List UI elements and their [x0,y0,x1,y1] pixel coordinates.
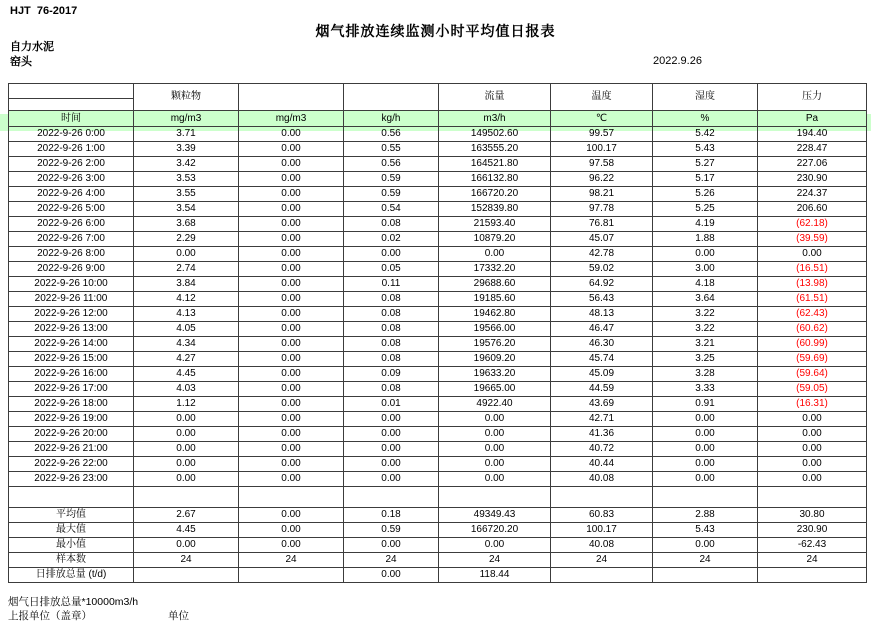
value-cell: 3.53 [134,172,239,187]
value-cell: 3.68 [134,217,239,232]
value-cell: (16.51) [758,262,867,277]
value-cell: 4.45 [134,367,239,382]
time-cell: 2022-9-26 8:00 [9,247,134,262]
value-cell: 0.08 [344,322,439,337]
value-cell: 0.00 [239,337,344,352]
value-cell: 0.00 [653,442,758,457]
value-cell: 2.29 [134,232,239,247]
value-cell: 0.05 [344,262,439,277]
summary-row [9,568,867,583]
standard-code: HJT 76-2017 [10,5,78,17]
value-cell: 44.59 [551,382,653,397]
value-cell: 46.30 [551,337,653,352]
value-cell: 230.90 [758,172,867,187]
value-cell: 163555.20 [439,142,551,157]
value-cell: 0.00 [239,367,344,382]
value-cell: 0.59 [344,172,439,187]
value-cell: 149502.60 [439,127,551,142]
value-cell: 0.00 [239,262,344,277]
value-cell: 4.05 [134,322,239,337]
value-cell: 0.00 [239,442,344,457]
summary-value-cell: 0.00 [344,568,439,583]
summary-value-cell: 49349.43 [439,508,551,523]
value-cell: 64.92 [551,277,653,292]
value-cell: 224.37 [758,187,867,202]
group-header-row [9,84,867,99]
time-cell: 2022-9-26 6:00 [9,217,134,232]
value-cell: 194.40 [758,127,867,142]
summary-value-cell: 0.00 [653,538,758,553]
value-cell: (59.69) [758,352,867,367]
hour-data-row [9,367,867,382]
value-cell: 5.26 [653,187,758,202]
hour-data-row [9,262,867,277]
value-cell: 0.08 [344,292,439,307]
value-cell: 3.55 [134,187,239,202]
summary-row [9,538,867,553]
value-cell: 0.00 [239,157,344,172]
value-cell: 3.22 [653,307,758,322]
value-cell: 0.00 [239,322,344,337]
value-cell: 0.00 [344,247,439,262]
value-cell: 0.00 [439,427,551,442]
summary-value-cell: 2.88 [653,508,758,523]
header-humidity-cell: 湿度 [653,84,758,111]
value-cell: 0.00 [439,457,551,472]
unit-cell: ℃ [551,111,653,127]
hour-data-row [9,307,867,322]
value-cell: 0.00 [239,472,344,487]
value-cell: 0.00 [344,427,439,442]
spacer-row [9,487,867,508]
value-cell: 43.69 [551,397,653,412]
hour-data-row [9,232,867,247]
value-cell: 96.22 [551,172,653,187]
value-cell: 0.00 [653,412,758,427]
hour-data-row [9,397,867,412]
value-cell: 0.00 [344,412,439,427]
value-cell: 0.00 [239,202,344,217]
summary-value-cell: 0.00 [239,538,344,553]
value-cell: 0.11 [344,277,439,292]
value-cell: 0.01 [344,397,439,412]
hour-data-row [9,217,867,232]
value-cell: (60.62) [758,322,867,337]
value-cell: 3.54 [134,202,239,217]
value-cell: 0.00 [239,427,344,442]
value-cell: 0.00 [653,427,758,442]
value-cell: 0.00 [439,247,551,262]
time-cell: 2022-9-26 4:00 [9,187,134,202]
value-cell: 0.00 [134,457,239,472]
value-cell: 0.00 [653,457,758,472]
value-cell: 0.00 [239,247,344,262]
value-cell: 42.78 [551,247,653,262]
unit-cell: Pa [758,111,867,127]
value-cell: 40.72 [551,442,653,457]
value-cell: 0.56 [344,127,439,142]
value-cell: 4.18 [653,277,758,292]
hour-data-row [9,457,867,472]
summary-value-cell: 100.17 [551,523,653,538]
time-cell: 2022-9-26 19:00 [9,412,134,427]
time-cell: 2022-9-26 15:00 [9,352,134,367]
value-cell: 5.27 [653,157,758,172]
value-cell: 3.21 [653,337,758,352]
value-cell: 19566.00 [439,322,551,337]
value-cell: (60.99) [758,337,867,352]
summary-row [9,553,867,568]
value-cell: 5.25 [653,202,758,217]
value-cell: 98.21 [551,187,653,202]
value-cell: 0.54 [344,202,439,217]
value-cell: 3.39 [134,142,239,157]
summary-value-cell: 30.80 [758,508,867,523]
unit-cell: kg/h [344,111,439,127]
value-cell: 4.34 [134,337,239,352]
value-cell: 0.56 [344,157,439,172]
hour-data-row [9,127,867,142]
report-date: 2022.9.26 [653,55,702,67]
value-cell: 4.19 [653,217,758,232]
unit-header-row [9,111,867,127]
value-cell: 41.36 [551,427,653,442]
time-cell: 2022-9-26 3:00 [9,172,134,187]
value-cell: 46.47 [551,322,653,337]
value-cell: 0.00 [134,247,239,262]
value-cell: 0.08 [344,382,439,397]
value-cell: 4.27 [134,352,239,367]
value-cell: 4.13 [134,307,239,322]
value-cell: 164521.80 [439,157,551,172]
summary-value-cell [134,568,239,583]
hour-data-row [9,157,867,172]
value-cell: 0.00 [439,472,551,487]
value-cell: 76.81 [551,217,653,232]
summary-label-cell: 平均值 [9,508,134,523]
value-cell: 3.00 [653,262,758,277]
summary-value-cell: 0.18 [344,508,439,523]
value-cell: 0.00 [239,142,344,157]
hourly-average-table [8,83,867,583]
value-cell: 0.00 [758,472,867,487]
summary-value-cell: 4.45 [134,523,239,538]
summary-value-cell: 230.90 [758,523,867,538]
header-blank-lower-cell [9,99,134,111]
value-cell: 0.00 [758,247,867,262]
header-temperature-cell: 温度 [551,84,653,111]
value-cell: 0.00 [239,232,344,247]
value-cell: 4922.40 [439,397,551,412]
hour-data-row [9,412,867,427]
value-cell: 19665.00 [439,382,551,397]
reporting-unit-label: 上报单位（盖章） [8,610,92,622]
header-blank-col4-cell [344,84,439,111]
report-title: 烟气排放连续监测小时平均值日报表 [315,23,556,39]
value-cell: 0.59 [344,187,439,202]
header-particulate-cell: 颗粒物 [134,84,239,111]
value-cell: (16.31) [758,397,867,412]
value-cell: 40.08 [551,472,653,487]
summary-label-cell: 日排放总量 (t/d) [9,568,134,583]
value-cell: (13.98) [758,277,867,292]
value-cell: 5.17 [653,172,758,187]
time-cell: 2022-9-26 22:00 [9,457,134,472]
value-cell: 99.57 [551,127,653,142]
hour-data-row [9,472,867,487]
value-cell: 0.00 [239,292,344,307]
summary-value-cell [551,568,653,583]
value-cell: 0.00 [653,247,758,262]
time-cell: 2022-9-26 21:00 [9,442,134,457]
header-blank-upper-cell [9,84,134,99]
time-cell: 2022-9-26 2:00 [9,157,134,172]
company-name: 自力水泥 [10,41,54,53]
value-cell: 206.60 [758,202,867,217]
time-cell: 2022-9-26 10:00 [9,277,134,292]
value-cell: 3.42 [134,157,239,172]
value-cell: 0.00 [134,472,239,487]
time-cell: 2022-9-26 17:00 [9,382,134,397]
value-cell: 0.08 [344,307,439,322]
value-cell: 0.00 [239,457,344,472]
value-cell: 2.74 [134,262,239,277]
time-cell: 2022-9-26 11:00 [9,292,134,307]
value-cell: 0.00 [439,442,551,457]
monitor-station-name: 窑头 [10,56,32,68]
unit-cell: mg/m3 [239,111,344,127]
time-cell: 2022-9-26 23:00 [9,472,134,487]
value-cell: (59.64) [758,367,867,382]
time-cell: 2022-9-26 12:00 [9,307,134,322]
time-cell: 2022-9-26 1:00 [9,142,134,157]
value-cell: 45.74 [551,352,653,367]
value-cell: 227.06 [758,157,867,172]
summary-value-cell: 0.00 [134,538,239,553]
unit-label: 单位 [168,610,189,622]
value-cell: 21593.40 [439,217,551,232]
time-cell: 2022-9-26 13:00 [9,322,134,337]
unit-cell: % [653,111,758,127]
summary-value-cell: 24 [239,553,344,568]
summary-label-cell: 样本数 [9,553,134,568]
summary-value-cell: 0.00 [439,538,551,553]
value-cell: 0.55 [344,142,439,157]
summary-value-cell [239,568,344,583]
value-cell: 0.08 [344,337,439,352]
hour-data-row [9,187,867,202]
value-cell: 56.43 [551,292,653,307]
hour-data-row [9,352,867,367]
value-cell: 0.08 [344,217,439,232]
value-cell: 3.28 [653,367,758,382]
time-cell: 2022-9-26 5:00 [9,202,134,217]
value-cell: 45.09 [551,367,653,382]
value-cell: 19633.20 [439,367,551,382]
value-cell: 0.00 [134,427,239,442]
summary-value-cell: 40.08 [551,538,653,553]
hour-data-row [9,337,867,352]
value-cell: 0.08 [344,352,439,367]
value-cell: 228.47 [758,142,867,157]
time-cell: 2022-9-26 0:00 [9,127,134,142]
value-cell: 17332.20 [439,262,551,277]
time-cell: 2022-9-26 18:00 [9,397,134,412]
value-cell: 0.00 [758,427,867,442]
hour-data-row [9,442,867,457]
value-cell: 0.00 [439,412,551,427]
time-cell: 2022-9-26 9:00 [9,262,134,277]
value-cell: 3.25 [653,352,758,367]
summary-label-cell: 最小值 [9,538,134,553]
value-cell: 0.00 [239,352,344,367]
value-cell: 97.78 [551,202,653,217]
value-cell: 0.00 [134,442,239,457]
value-cell: 19609.20 [439,352,551,367]
summary-value-cell: 24 [653,553,758,568]
value-cell: 5.42 [653,127,758,142]
value-cell: 0.00 [239,307,344,322]
summary-value-cell: 24 [758,553,867,568]
value-cell: 0.00 [239,277,344,292]
value-cell: (39.59) [758,232,867,247]
value-cell: (62.43) [758,307,867,322]
value-cell: 0.00 [758,412,867,427]
header-flow-cell: 流量 [439,84,551,111]
value-cell: 0.00 [344,457,439,472]
value-cell: 48.13 [551,307,653,322]
value-cell: 100.17 [551,142,653,157]
summary-row [9,523,867,538]
value-cell: 5.43 [653,142,758,157]
hour-data-row [9,142,867,157]
value-cell: 0.00 [239,382,344,397]
summary-value-cell: 24 [344,553,439,568]
hour-data-row [9,427,867,442]
summary-value-cell: 0.00 [239,508,344,523]
value-cell: 0.00 [239,217,344,232]
value-cell: 3.33 [653,382,758,397]
time-cell: 2022-9-26 14:00 [9,337,134,352]
value-cell: 0.09 [344,367,439,382]
summary-value-cell: 0.00 [239,523,344,538]
time-header-cell: 时间 [9,111,134,127]
time-cell: 2022-9-26 20:00 [9,427,134,442]
value-cell: 0.00 [344,472,439,487]
value-cell: 10879.20 [439,232,551,247]
summary-value-cell: -62.43 [758,538,867,553]
value-cell: 42.71 [551,412,653,427]
hour-data-row [9,292,867,307]
header-blank-col3-cell [239,84,344,111]
value-cell: 0.00 [653,472,758,487]
hour-data-row [9,247,867,262]
unit-cell: mg/m3 [134,111,239,127]
value-cell: 3.71 [134,127,239,142]
summary-label-cell: 最大值 [9,523,134,538]
value-cell: 166132.80 [439,172,551,187]
value-cell: (61.51) [758,292,867,307]
value-cell: 40.44 [551,457,653,472]
value-cell: 3.84 [134,277,239,292]
value-cell: 19576.20 [439,337,551,352]
value-cell: 152839.80 [439,202,551,217]
hour-data-row [9,322,867,337]
value-cell: 0.00 [239,172,344,187]
summary-value-cell: 5.43 [653,523,758,538]
hour-data-row [9,202,867,217]
summary-row [9,508,867,523]
value-cell: (62.18) [758,217,867,232]
flow-total-note: 烟气日排放总量*10000m3/h [8,596,139,608]
summary-value-cell: 24 [134,553,239,568]
hour-data-row [9,172,867,187]
value-cell: 4.12 [134,292,239,307]
value-cell: 3.22 [653,322,758,337]
value-cell: 0.00 [134,412,239,427]
value-cell: 0.00 [239,187,344,202]
value-cell: 0.00 [239,412,344,427]
value-cell: 97.58 [551,157,653,172]
value-cell: 45.07 [551,232,653,247]
summary-value-cell: 118.44 [439,568,551,583]
summary-value-cell: 24 [551,553,653,568]
unit-cell: m3/h [439,111,551,127]
value-cell: 1.12 [134,397,239,412]
value-cell: 0.00 [344,442,439,457]
summary-value-cell: 2.67 [134,508,239,523]
value-cell: 0.91 [653,397,758,412]
value-cell: 166720.20 [439,187,551,202]
value-cell: 19185.60 [439,292,551,307]
summary-value-cell: 0.59 [344,523,439,538]
summary-value-cell [758,568,867,583]
header-pressure-cell: 压力 [758,84,867,111]
value-cell: 1.88 [653,232,758,247]
value-cell: 0.00 [758,457,867,472]
summary-value-cell [653,568,758,583]
value-cell: 29688.60 [439,277,551,292]
value-cell: 19462.80 [439,307,551,322]
value-cell: 59.02 [551,262,653,277]
summary-value-cell: 166720.20 [439,523,551,538]
summary-value-cell: 60.83 [551,508,653,523]
time-cell: 2022-9-26 7:00 [9,232,134,247]
value-cell: 0.02 [344,232,439,247]
value-cell: (59.05) [758,382,867,397]
summary-value-cell: 0.00 [344,538,439,553]
value-cell: 0.00 [239,397,344,412]
value-cell: 0.00 [758,442,867,457]
value-cell: 3.64 [653,292,758,307]
summary-value-cell: 24 [439,553,551,568]
hour-data-row [9,277,867,292]
value-cell: 0.00 [239,127,344,142]
time-cell: 2022-9-26 16:00 [9,367,134,382]
value-cell: 4.03 [134,382,239,397]
hour-data-row [9,382,867,397]
